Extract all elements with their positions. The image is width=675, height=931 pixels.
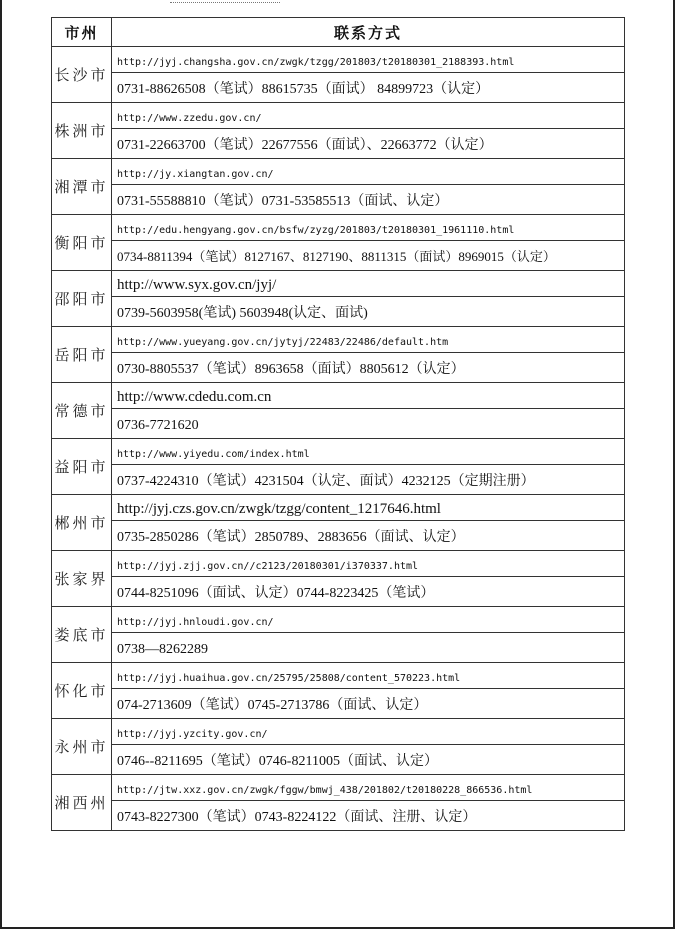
table-row-phone: [52, 185, 625, 215]
city-name: 怀化市: [52, 663, 112, 719]
city-name: 益阳市: [52, 439, 112, 495]
url-cell: [112, 439, 625, 465]
phone-cell: [112, 745, 625, 775]
phone-cell: [112, 73, 625, 103]
website-link[interactable]: http://www.syx.gov.cn/jyj/: [117, 276, 277, 293]
table-row-phone: [52, 801, 625, 831]
url-cell: [112, 159, 625, 185]
phone-numbers: 0731-22663700（笔试）22677556（面试）、22663772（认定）: [117, 137, 493, 153]
url-cell: [112, 215, 625, 241]
website-link[interactable]: http://jyj.huaihua.gov.cn/25795/25808/content_570223.html: [117, 673, 461, 684]
city-name: 永州市: [52, 719, 112, 775]
city-name: 岳阳市: [52, 327, 112, 383]
url-cell: [112, 271, 625, 297]
table-row-phone: [52, 745, 625, 775]
website-link[interactable]: http://jtw.xxz.gov.cn/zwgk/fggw/bmwj_438/201802/t20180228_866536.html: [117, 785, 533, 796]
table-row-phone: [52, 297, 625, 327]
table-row: [52, 551, 625, 577]
phone-cell: [112, 801, 625, 831]
table-row-phone: [52, 577, 625, 607]
phone-cell: [112, 409, 625, 439]
url-cell: [112, 47, 625, 73]
phone-cell: [112, 577, 625, 607]
table-row: [52, 103, 625, 129]
website-link[interactable]: http://jy.xiangtan.gov.cn/: [117, 169, 274, 180]
phone-numbers: 0737-4224310（笔试）4231504（认定、面试）4232125（定期注册）: [117, 473, 535, 489]
table-row: [52, 719, 625, 745]
table-row: [52, 383, 625, 409]
phone-cell: [112, 129, 625, 159]
city-name: 湘西州: [52, 775, 112, 831]
phone-numbers: 0730-8805537（笔试）8963658（面试）8805612（认定）: [117, 361, 465, 377]
url-cell: [112, 495, 625, 521]
table-row-phone: [52, 241, 625, 271]
header-row: [52, 18, 625, 47]
website-link[interactable]: http://jyj.zjj.gov.cn//c2123/20180301/i370337.html: [117, 561, 419, 572]
url-cell: [112, 103, 625, 129]
header-city: 市州: [52, 18, 112, 47]
table-row: [52, 327, 625, 353]
website-link[interactable]: http://edu.hengyang.gov.cn/bsfw/zyzg/201803/t20180301_1961110.html: [117, 225, 515, 236]
website-link[interactable]: http://www.zzedu.gov.cn/: [117, 113, 262, 124]
table-row-phone: [52, 409, 625, 439]
table-row: [52, 159, 625, 185]
website-link[interactable]: http://jyj.czs.gov.cn/zwgk/tzgg/content_1217646.html: [117, 500, 441, 517]
city-name: 湘潭市: [52, 159, 112, 215]
url-cell: [112, 383, 625, 409]
phone-numbers: 074-2713609（笔试）0745-2713786（面试、认定）: [117, 697, 428, 713]
phone-cell: [112, 521, 625, 551]
table-row-phone: [52, 353, 625, 383]
phone-cell: [112, 353, 625, 383]
website-link[interactable]: http://www.cdedu.com.cn: [117, 388, 272, 405]
website-link[interactable]: http://jyj.hnloudi.gov.cn/: [117, 617, 274, 628]
table-row: [52, 47, 625, 73]
phone-numbers: 0731-88626508（笔试）88615735（面试） 84899723（认定）: [117, 81, 490, 97]
phone-numbers: 0731-55588810（笔试）0731-53585513（面试、认定）: [117, 193, 449, 209]
phone-numbers: 0744-8251096（面试、认定）0744-8223425（笔试）: [117, 585, 435, 601]
url-cell: [112, 663, 625, 689]
url-cell: [112, 607, 625, 633]
city-name: 常德市: [52, 383, 112, 439]
city-name: 张家界: [52, 551, 112, 607]
phone-numbers: 0739-5603958(笔试) 5603948(认定、面试): [117, 305, 368, 321]
city-name: 衡阳市: [52, 215, 112, 271]
website-link[interactable]: http://jyj.yzcity.gov.cn/: [117, 729, 268, 740]
table-row-phone: [52, 633, 625, 663]
url-cell: [112, 327, 625, 353]
table-row: [52, 663, 625, 689]
phone-cell: [112, 297, 625, 327]
phone-numbers: 0746--8211695（笔试）0746-8211005（面试、认定）: [117, 753, 438, 769]
phone-cell: [112, 241, 625, 271]
website-link[interactable]: http://www.yiyedu.com/index.html: [117, 449, 310, 460]
table-body: [52, 47, 625, 831]
url-cell: [112, 719, 625, 745]
table-row-phone: [52, 465, 625, 495]
table-row: [52, 775, 625, 801]
city-name: 长沙市: [52, 47, 112, 103]
city-name: 株洲市: [52, 103, 112, 159]
phone-cell: [112, 633, 625, 663]
table-row: [52, 495, 625, 521]
top-cropped-text-fragment: [170, 2, 280, 11]
phone-numbers: 0735-2850286（笔试）2850789、2883656（面试、认定）: [117, 529, 465, 545]
website-link[interactable]: http://jyj.changsha.gov.cn/zwgk/tzgg/201803/t20180301_2188393.html: [117, 57, 515, 68]
table-row-phone: [52, 521, 625, 551]
table-row: [52, 215, 625, 241]
table-row: [52, 607, 625, 633]
phone-numbers: 0734-8811394（笔试）8127167、8127190、8811315（面试）8969015（认定）: [117, 249, 556, 264]
header-contact: 联系方式: [112, 18, 625, 47]
table-row: [52, 439, 625, 465]
contacts-table: [51, 17, 625, 831]
table-row: [52, 271, 625, 297]
phone-numbers: 0743-8227300（笔试）0743-8224122（面试、注册、认定）: [117, 809, 477, 825]
website-link[interactable]: http://www.yueyang.gov.cn/jytyj/22483/22486/default.htm: [117, 337, 449, 348]
phone-numbers: 0736-7721620: [117, 417, 199, 433]
url-cell: [112, 551, 625, 577]
phone-cell: [112, 465, 625, 495]
phone-cell: [112, 185, 625, 215]
phone-numbers: 0738—8262289: [117, 641, 208, 657]
phone-cell: [112, 689, 625, 719]
url-cell: [112, 775, 625, 801]
city-name: 娄底市: [52, 607, 112, 663]
table-row-phone: [52, 129, 625, 159]
table-row-phone: [52, 689, 625, 719]
table-row-phone: [52, 73, 625, 103]
city-name: 郴州市: [52, 495, 112, 551]
city-name: 邵阳市: [52, 271, 112, 327]
